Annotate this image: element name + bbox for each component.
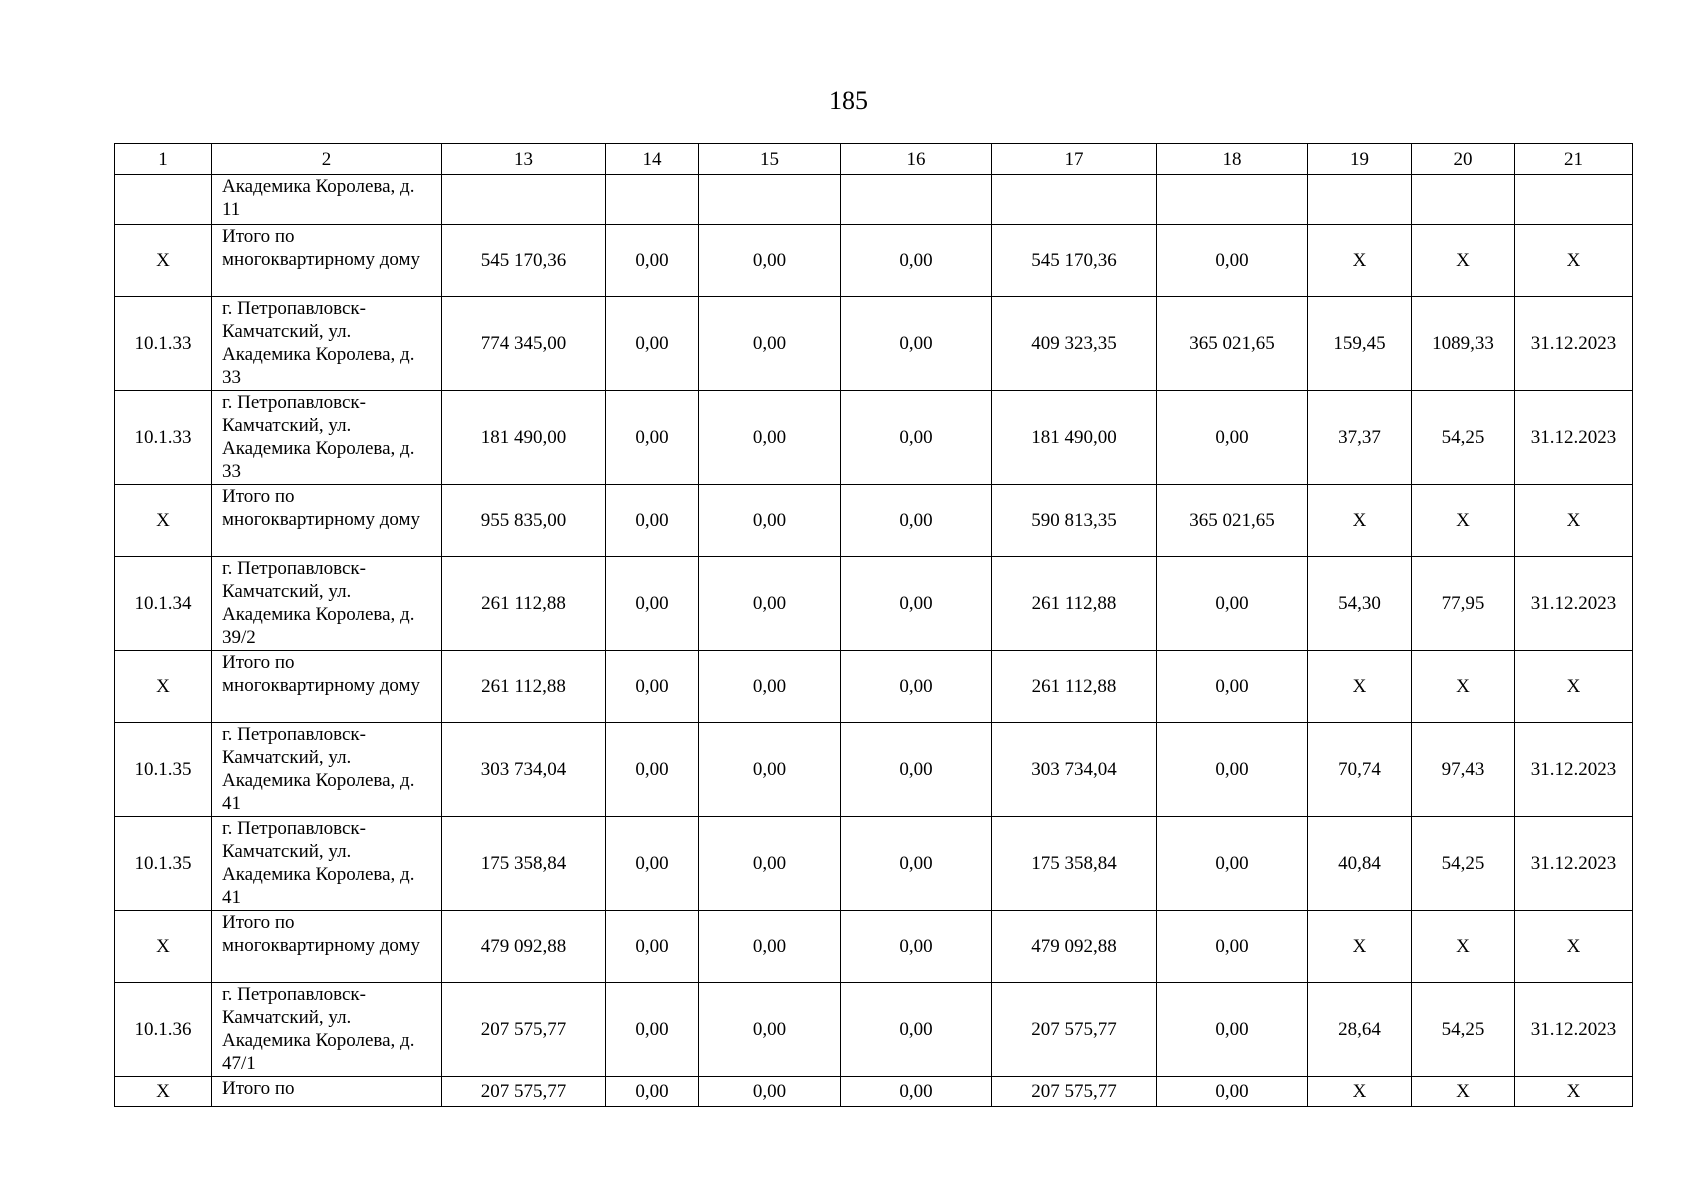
column-header: 20: [1412, 144, 1515, 175]
table-cell: X: [1515, 225, 1633, 297]
table-cell: 0,00: [606, 651, 699, 723]
table-cell: 0,00: [699, 557, 841, 651]
table-cell: 0,00: [1157, 983, 1308, 1077]
table-cell: [1308, 175, 1412, 225]
column-header: 13: [442, 144, 606, 175]
table-cell: X: [1515, 485, 1633, 557]
table-cell: 0,00: [699, 1077, 841, 1107]
table-cell: 54,30: [1308, 557, 1412, 651]
table-cell: 479 092,88: [442, 911, 606, 983]
table-cell: 28,64: [1308, 983, 1412, 1077]
table-cell: 0,00: [606, 1077, 699, 1107]
address-cell: г. Петропавловск-Камчатский, ул. Академика Королева, д. 33: [212, 391, 442, 485]
table-cell: 37,37: [1308, 391, 1412, 485]
data-table: [114, 143, 1633, 1107]
table-cell: 0,00: [699, 391, 841, 485]
table-cell: X: [1308, 1077, 1412, 1107]
table-cell: 31.12.2023: [1515, 817, 1633, 911]
table-cell: 159,45: [1308, 297, 1412, 391]
table-cell: 0,00: [841, 557, 992, 651]
column-header: 15: [699, 144, 841, 175]
table-cell: 31.12.2023: [1515, 723, 1633, 817]
table-cell: 955 835,00: [442, 485, 606, 557]
table-cell: 175 358,84: [992, 817, 1157, 911]
table-cell: X: [1515, 1077, 1633, 1107]
table-row: [115, 225, 1633, 297]
table-cell: X: [1412, 225, 1515, 297]
table-cell: 0,00: [606, 485, 699, 557]
table-header-row: [115, 144, 1633, 175]
page-number: 185: [829, 86, 868, 115]
table-cell: X: [115, 1077, 212, 1107]
table-cell: X: [1412, 911, 1515, 983]
table-cell: 10.1.36: [115, 983, 212, 1077]
table-cell: X: [1412, 485, 1515, 557]
table-cell: X: [1515, 911, 1633, 983]
table-cell: 365 021,65: [1157, 297, 1308, 391]
table-cell: 31.12.2023: [1515, 983, 1633, 1077]
address-cell: Итого по многоквартирному дому: [212, 225, 442, 297]
table-cell: 31.12.2023: [1515, 297, 1633, 391]
table-cell: 0,00: [1157, 911, 1308, 983]
table-cell: X: [115, 485, 212, 557]
table-cell: 10.1.35: [115, 723, 212, 817]
column-header: 14: [606, 144, 699, 175]
table-row: [115, 983, 1633, 1077]
table-cell: 54,25: [1412, 817, 1515, 911]
table-cell: 774 345,00: [442, 297, 606, 391]
table-cell: 0,00: [1157, 723, 1308, 817]
table-cell: 0,00: [606, 983, 699, 1077]
table-cell: 590 813,35: [992, 485, 1157, 557]
table-cell: 0,00: [841, 983, 992, 1077]
table-cell: 10.1.33: [115, 391, 212, 485]
table-row: [115, 297, 1633, 391]
table-cell: X: [1412, 651, 1515, 723]
table-cell: 181 490,00: [992, 391, 1157, 485]
address-cell: Итого по многоквартирному дому: [212, 651, 442, 723]
table-cell: 0,00: [841, 651, 992, 723]
table-cell: 0,00: [699, 485, 841, 557]
table-cell: 545 170,36: [992, 225, 1157, 297]
table-cell: 261 112,88: [992, 557, 1157, 651]
table-cell: 0,00: [606, 817, 699, 911]
table-cell: [606, 175, 699, 225]
address-cell: г. Петропавловск-Камчатский, ул. Академика Королева, д. 47/1: [212, 983, 442, 1077]
table-cell: 0,00: [606, 391, 699, 485]
column-header: 1: [115, 144, 212, 175]
address-cell: г. Петропавловск-Камчатский, ул. Академика Королева, д. 41: [212, 817, 442, 911]
table-row: [115, 557, 1633, 651]
table-row: [115, 485, 1633, 557]
table-cell: 0,00: [841, 391, 992, 485]
table-cell: 10.1.35: [115, 817, 212, 911]
table-cell: X: [115, 911, 212, 983]
table-cell: 0,00: [1157, 557, 1308, 651]
table-cell: 0,00: [841, 297, 992, 391]
address-cell: г. Петропавловск-Камчатский, ул. Академика Королева, д. 39/2: [212, 557, 442, 651]
table-cell: X: [1308, 911, 1412, 983]
table-cell: 0,00: [606, 225, 699, 297]
table-cell: 181 490,00: [442, 391, 606, 485]
table-cell: X: [1412, 1077, 1515, 1107]
table-cell: 0,00: [1157, 225, 1308, 297]
table-cell: 1089,33: [1412, 297, 1515, 391]
table-cell: 303 734,04: [442, 723, 606, 817]
table-cell: [1157, 175, 1308, 225]
table-cell: 54,25: [1412, 391, 1515, 485]
address-cell: Итого по многоквартирному дому: [212, 911, 442, 983]
table-cell: 31.12.2023: [1515, 557, 1633, 651]
table-cell: 0,00: [1157, 391, 1308, 485]
table-cell: 0,00: [1157, 1077, 1308, 1107]
table-cell: 545 170,36: [442, 225, 606, 297]
column-header: 18: [1157, 144, 1308, 175]
table-cell: 0,00: [841, 723, 992, 817]
table-row: [115, 175, 1633, 225]
table-cell: X: [1515, 651, 1633, 723]
table-row: [115, 723, 1633, 817]
address-cell: Итого по многоквартирному дому: [212, 485, 442, 557]
column-header: 17: [992, 144, 1157, 175]
table-cell: 479 092,88: [992, 911, 1157, 983]
column-header: 2: [212, 144, 442, 175]
table-cell: 261 112,88: [442, 557, 606, 651]
table-cell: 10.1.33: [115, 297, 212, 391]
column-header: 21: [1515, 144, 1633, 175]
table-cell: 31.12.2023: [1515, 391, 1633, 485]
table-cell: 303 734,04: [992, 723, 1157, 817]
table-cell: 261 112,88: [992, 651, 1157, 723]
table-cell: 0,00: [606, 723, 699, 817]
table-cell: 0,00: [699, 723, 841, 817]
table-cell: 0,00: [606, 297, 699, 391]
table-cell: [115, 175, 212, 225]
table-cell: 0,00: [841, 1077, 992, 1107]
table-cell: 0,00: [841, 225, 992, 297]
table-cell: [992, 175, 1157, 225]
table-row: [115, 911, 1633, 983]
table-cell: 0,00: [1157, 651, 1308, 723]
table-cell: 0,00: [841, 817, 992, 911]
table-cell: 0,00: [606, 557, 699, 651]
table-cell: X: [1308, 485, 1412, 557]
table-row: [115, 651, 1633, 723]
table-cell: 0,00: [699, 983, 841, 1077]
table-cell: [442, 175, 606, 225]
table-cell: 54,25: [1412, 983, 1515, 1077]
table-cell: 0,00: [699, 297, 841, 391]
column-header: 16: [841, 144, 992, 175]
table-cell: 0,00: [1157, 817, 1308, 911]
table-cell: X: [1308, 651, 1412, 723]
table-row: [115, 391, 1633, 485]
table-cell: [699, 175, 841, 225]
address-cell: Академика Королева, д. 11: [212, 175, 442, 225]
table-cell: 207 575,77: [992, 1077, 1157, 1107]
table-cell: 365 021,65: [1157, 485, 1308, 557]
table-cell: 40,84: [1308, 817, 1412, 911]
table-cell: 77,95: [1412, 557, 1515, 651]
table-cell: 97,43: [1412, 723, 1515, 817]
table-cell: 175 358,84: [442, 817, 606, 911]
address-cell: г. Петропавловск-Камчатский, ул. Академика Королева, д. 33: [212, 297, 442, 391]
address-cell: г. Петропавловск-Камчатский, ул. Академика Королева, д. 41: [212, 723, 442, 817]
table-cell: 70,74: [1308, 723, 1412, 817]
table-cell: X: [115, 225, 212, 297]
table-cell: 207 575,77: [992, 983, 1157, 1077]
table-cell: 10.1.34: [115, 557, 212, 651]
table-cell: 0,00: [606, 911, 699, 983]
table-cell: 0,00: [699, 225, 841, 297]
table-cell: [1515, 175, 1633, 225]
table-cell: 207 575,77: [442, 1077, 606, 1107]
table-cell: 207 575,77: [442, 983, 606, 1077]
table-row: [115, 817, 1633, 911]
table-cell: 409 323,35: [992, 297, 1157, 391]
table-row: [115, 1077, 1633, 1107]
table-cell: [1412, 175, 1515, 225]
table-cell: 0,00: [841, 485, 992, 557]
table-cell: X: [1308, 225, 1412, 297]
table-cell: 0,00: [841, 911, 992, 983]
table-cell: [841, 175, 992, 225]
table-cell: 0,00: [699, 817, 841, 911]
table-cell: X: [115, 651, 212, 723]
column-header: 19: [1308, 144, 1412, 175]
table-cell: 0,00: [699, 651, 841, 723]
address-cell: Итого по: [212, 1077, 442, 1107]
table-cell: 261 112,88: [442, 651, 606, 723]
table-cell: 0,00: [699, 911, 841, 983]
